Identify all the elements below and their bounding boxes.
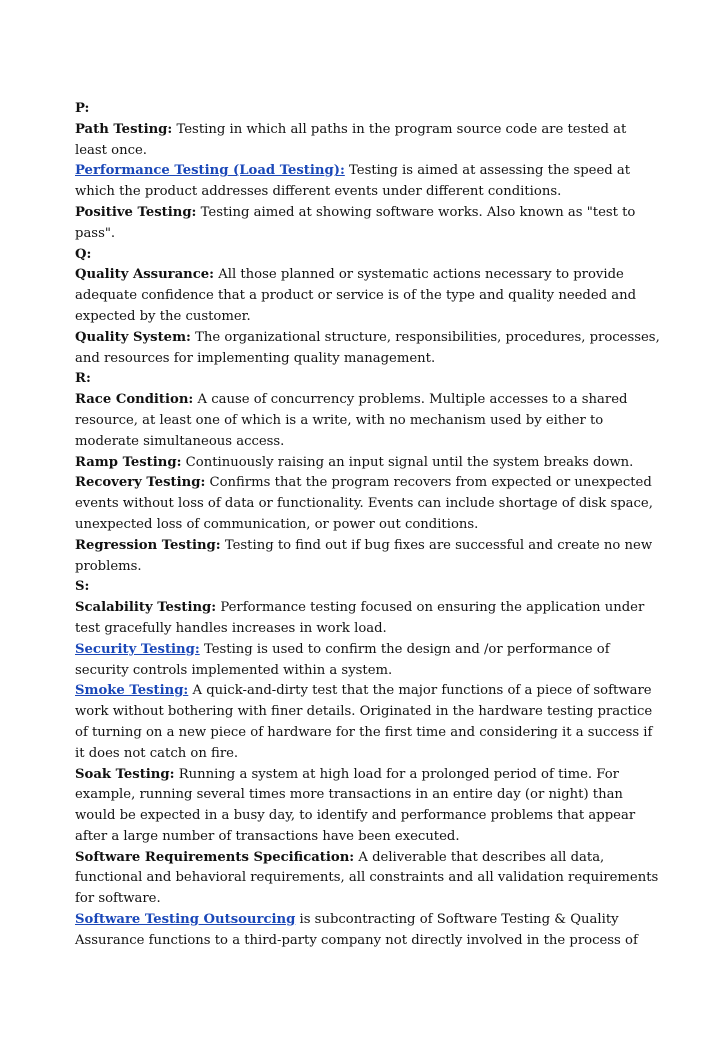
section-letter-p: P: [75,101,90,116]
definition-performance-testing: Testing is aimed at assessing the speed at which the product addresses different events under different conditions. [75,163,631,200]
definition-scalability-testing: Performance testing focused on ensuring the application under test gracefully handles increases in work load. [75,600,645,636]
section-letter-s: S: [75,579,90,595]
section-letter-q: Q: [75,246,92,262]
definition-quality-assurance: All those planned or systematic actions necessary to provide adequate confidence that a product or service is of the type and quality needed and expected by the customer. [75,267,637,324]
definition-path-testing: Testing in which all paths in the program source code are tested at least once. [75,121,627,158]
glossary-entry-software-requirements-specification [75,848,660,910]
definition-security-testing: Testing is used to confirm the design and /or performance of security controls implemented within a system. [75,641,610,678]
term-quality-assurance: Quality Assurance: [75,267,215,283]
definition-positive-testing: Testing aimed at showing software works. Also known as "test to pass". [75,204,636,241]
term-software-requirements-specification: Software Requirements Specification: [75,849,355,865]
term-regression-testing: Regression Testing: [75,537,221,553]
definition-recovery-testing: Confirms that the program recovers from expected or unexpected events without loss of data or functionality. Events can include shortage of disk space, unexpected loss of communication, or power out conditions. [75,475,653,532]
definition-regression-testing: Testing to find out if bug fixes are successful and create no new problems. [75,537,653,574]
glossary-entry-path-testing [75,120,660,162]
glossary-entry-quality-system [75,328,660,370]
definition-quality-system: The organizational structure, responsibilities, procedures, processes, and resources for implementing quality management. [75,329,660,366]
glossary-entry-smoke-testing [75,681,660,764]
glossary-entry-soak-testing [75,765,660,848]
glossary-entry-regression-testing [75,536,660,578]
definition-race-condition: A cause of concurrency problems. Multiple accesses to a shared resource, at least one of which is a write, with no mechanism used by either to moderate simultaneous access. [75,392,628,449]
term-soak-testing: Soak Testing: [75,766,175,782]
term-ramp-testing: Ramp Testing: [75,454,182,470]
term-recovery-testing: Recovery Testing: [75,475,206,491]
definition-software-testing-outsourcing: is subcontracting of Software Testing & Quality Assurance functions to a third-party company not directly involved in the process of [75,912,638,948]
glossary-entry-scalability-testing [75,598,660,640]
term-quality-system: Quality System: [75,329,191,345]
glossary-entry-performance-testing [75,161,660,203]
glossary-entry-software-testing-outsourcing [75,910,660,952]
section-letter-r: R: [75,371,91,387]
link-software-testing-outsourcing[interactable]: Software Testing Outsourcing [75,912,296,928]
link-smoke-testing[interactable]: Smoke Testing: [75,683,189,699]
glossary-entry-security-testing [75,640,660,682]
definition-soak-testing: Running a system at high load for a prolonged period of time. For example, running several times more transactions in an entire day (or night) than would be expected in a busy day, to identify and performance problems that appear after a large number of transactions have been executed. [75,766,636,844]
glossary-entry-recovery-testing [75,473,660,535]
glossary-entry-positive-testing [75,203,660,245]
definition-ramp-testing: Continuously raising an input signal until the system breaks down. [185,454,634,470]
glossary-page [75,99,660,952]
glossary-entry-quality-assurance [75,265,660,327]
term-race-condition: Race Condition: [75,392,194,408]
term-scalability-testing: Scalability Testing: [75,600,217,616]
definition-smoke-testing: A quick-and-dirty test that the major functions of a piece of software work without bothering with finer details. Originated in the hardware testing practice of turning on a new piece of hardware for the first time and considering it a success if it does not catch on fire. [75,683,653,761]
link-performance-testing[interactable]: Performance Testing (Load Testing): [75,163,345,179]
glossary-entry-ramp-testing [75,453,660,474]
term-path-testing: Path Testing: [75,121,173,137]
definition-software-requirements-specification: A deliverable that describes all data, functional and behavioral requirements, all constraints and all validation requirements for software. [75,849,659,907]
link-security-testing[interactable]: Security Testing: [75,641,200,657]
term-positive-testing: Positive Testing: [75,204,197,220]
glossary-entry-race-condition [75,390,660,452]
